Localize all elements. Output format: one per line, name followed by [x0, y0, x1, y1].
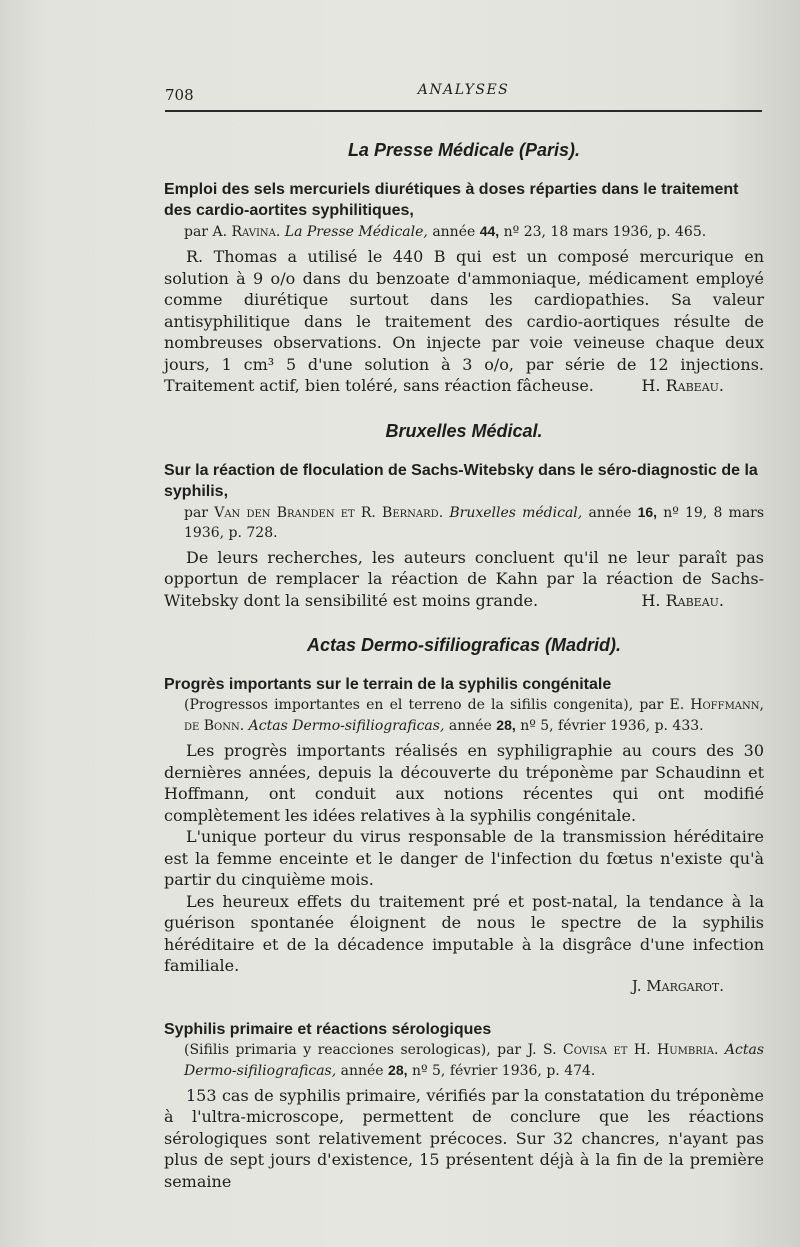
ref-volume: 28, [388, 1061, 408, 1078]
article-title: Progrès importants sur le terrain de la syphilis congénitale [164, 676, 612, 693]
page-header [165, 80, 762, 110]
journal-heading: Bruxelles Médical. [385, 420, 543, 441]
article [164, 179, 764, 397]
ref-author: E. Hoffmann, de Bonn. [184, 697, 764, 734]
ref-issue: nº 5, février 1936, p. 474. [411, 1062, 596, 1079]
article-paragraph: L'unique porteur du virus responsable de la transmission héréditaire est la femme enceinte et le danger de l'infection du fœtus n'existe qu'à partir du cinquième mois. [164, 827, 764, 889]
signature: H. Rabeau. [641, 590, 724, 610]
page-number: 708 [165, 86, 194, 104]
ref-by: par [184, 504, 209, 521]
article [164, 674, 764, 995]
article-paragraph [164, 547, 764, 612]
paragraph-text: De leurs recherches, les auteurs concluent qu'il ne leur paraît pas opportun de remplacer la réaction de Kahn par la réaction de Sachs-Witebsky dont la sensibilité est moins grande. [164, 547, 764, 610]
ref-year-label: année [432, 224, 476, 240]
ref-issue: nº 5, février 1936, p. 433. [520, 718, 704, 734]
ref-year-label: année [588, 504, 632, 521]
ref-journal: Bruxelles médical, [449, 504, 583, 521]
article-paragraph: Les progrès importants réalisés en syphiligraphie au cours des 30 dernières années, depuis la découverte du tréponème par Schaudinn et Hoffmann, ont conduit aux notions récentes qui ont modifié complètement les idées relatives à la syphilis congénitale. [164, 741, 764, 825]
ref-journal: Actas Dermo-sifiliograficas, [248, 718, 445, 734]
journal-heading: La Presse Médicale (Paris). [347, 140, 581, 160]
paragraph-text: R. Thomas a utilisé le 440 B qui est un composé mercurique en solution à 9 o/o dans du benzoate d'ammoniaque, médicament employé comme diurétique surtout dans les cardiopathies. Sa valeur antisyphilitique dans le traitement des cardio-aortiques résulte de nombreuses observations. On injecte par voie veineuse chaque deux jours, 1 cm³ 5 d'une solution à 3 o/o, par série de 12 injections. Traitement actif, bien toléré, sans réaction fâcheuse. [164, 247, 764, 395]
ref-issue: nº 23, 18 mars 1936, p. 465. [503, 224, 707, 240]
article-reference [184, 221, 764, 242]
ref-by: (Progressos importantes en el terreno de la sifilis congenita), par [184, 697, 664, 713]
ref-issue: nº 19, 8 mars 1936, p. 728. [184, 504, 765, 541]
article-paragraph: 153 cas de syphilis primaire, vérifiés par la constatation du tréponème à l'ultra-microscope, permettent de conclure que les réactions sérologiques sont relativement précoces. Sur 32 chancres, n'ayant pas plus de sept jours d'existence, 15 présentent déjà à la fin de la première semaine [164, 1085, 764, 1191]
ref-volume: 16, [637, 503, 658, 520]
article-reference [184, 1040, 764, 1081]
ref-journal: Actas Dermo-sifiliograficas, [184, 1041, 764, 1079]
article-paragraph [164, 246, 764, 397]
ref-author: Van den Branden et R. Bernard. [214, 504, 444, 521]
ref-by: par [184, 224, 209, 240]
ref-volume: 44, [479, 223, 500, 239]
running-title: ANALYSES [417, 82, 510, 98]
article-title: Emploi des sels mercuriels diurétiques à doses réparties dans le traitement des cardio-aortites syphilitiques, [164, 181, 739, 219]
ref-journal: La Presse Médicale, [284, 224, 428, 240]
ref-author: A. Ravina. [212, 224, 281, 240]
ref-volume: 28, [496, 717, 516, 733]
ref-by: (Sifilis primaria y reacciones serologicas), par [184, 1041, 522, 1058]
journal-heading: Actas Dermo-sifiliograficas (Madrid). [306, 635, 622, 655]
page-content [164, 140, 764, 1216]
header-rule [165, 110, 762, 112]
signature: H. Rabeau. [641, 376, 724, 395]
signature: J. Margarot. [631, 976, 724, 995]
ref-year-label: année [448, 718, 492, 734]
article-title: Syphilis primaire et réactions sérologiques [164, 1020, 492, 1038]
article [164, 460, 764, 612]
article-paragraph: Les heureux effets du traitement pré et post-natal, la tendance à la guérison spontanée éloignent de nous le spectre de la syphilis héréditaire et de la décadence imputable à la disgrâce d'une infection familiale. [164, 891, 764, 975]
article [164, 1019, 764, 1193]
article-title: Sur la réaction de floculation de Sachs-Witebsky dans le séro-diagnostic de la syphilis, [164, 461, 758, 500]
article-reference [184, 502, 764, 543]
article-reference [184, 695, 764, 736]
ref-author: J. S. Covisa et H. Humbria. [527, 1041, 719, 1058]
ref-year-label: année [340, 1062, 384, 1079]
